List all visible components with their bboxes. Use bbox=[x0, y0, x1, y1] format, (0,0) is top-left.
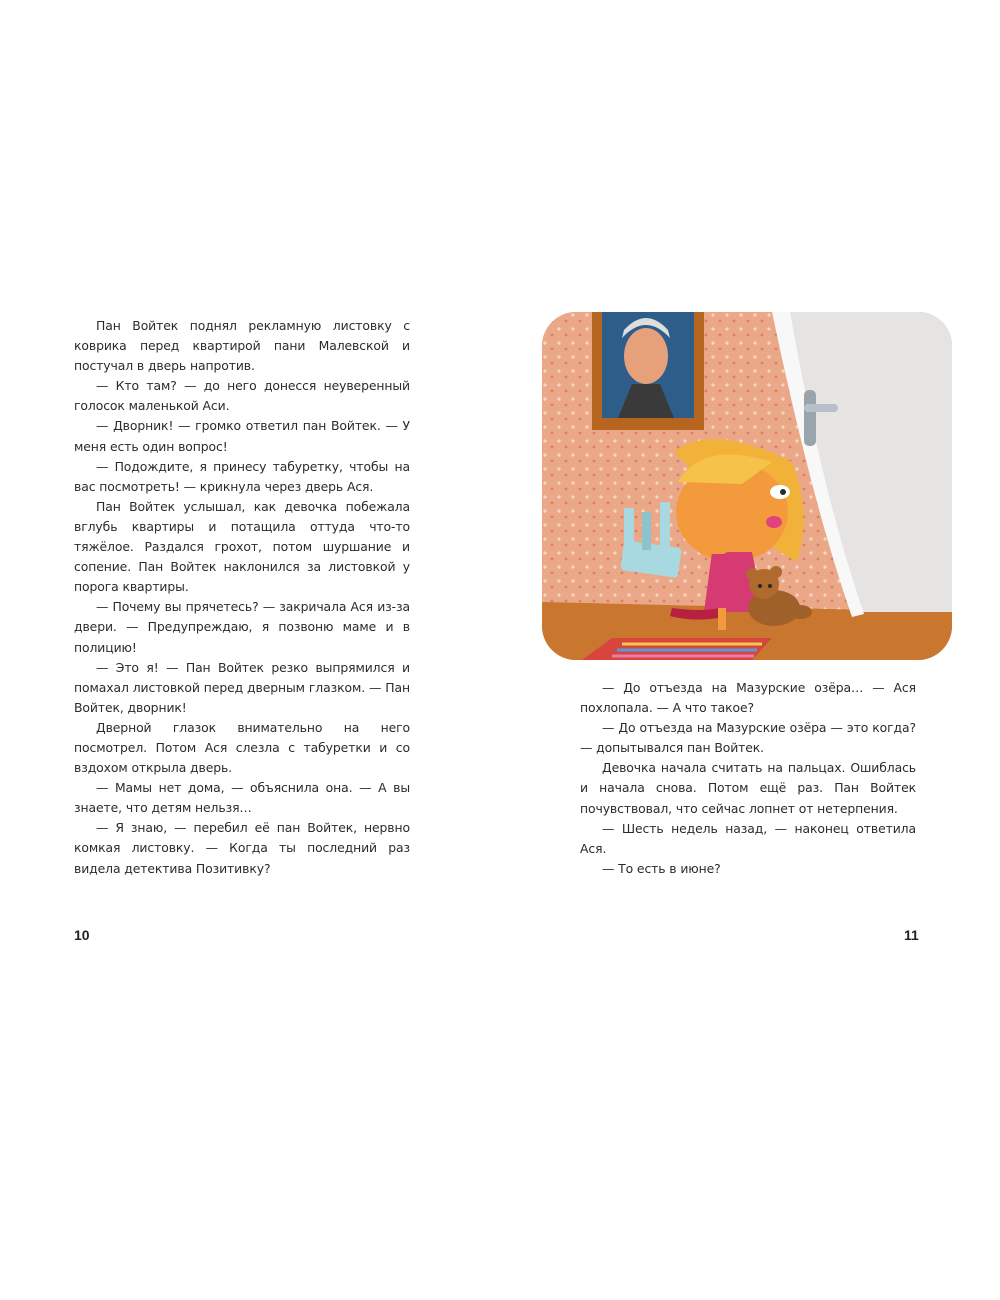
paragraph: — Подождите, я принесу табуретку, чтобы на вас посмотреть! — крикнула через дверь Ася. bbox=[74, 458, 410, 494]
paragraph: — Я знаю, — перебил её пан Войтек, нервно комкая листовку. — Когда ты последний раз видела детектива Позитивку? bbox=[74, 820, 410, 876]
page-number: 11 bbox=[904, 927, 919, 943]
illustration bbox=[542, 312, 952, 660]
paragraph: — Шесть недель назад, — наконец ответила Ася. bbox=[580, 820, 916, 856]
right-page-text bbox=[580, 678, 916, 879]
page-number: 10 bbox=[74, 927, 90, 943]
portrait bbox=[592, 312, 704, 430]
paragraph: Пан Войтек услышал, как девочка побежала вглубь квартиры и потащила оттуда что-то тяжёлое. Раздался грохот, потом шуршание и сопение. Пан Войтек наклонился за листовкой у порога квартиры. bbox=[74, 498, 410, 595]
left-page-text bbox=[74, 316, 410, 879]
paragraph: — Дворник! — громко ответил пан Войтек. — У меня есть один вопрос! bbox=[74, 418, 410, 454]
paragraph: — То есть в июне? bbox=[602, 860, 721, 876]
paragraph: — Кто там? — до него донесся неуверенный голосок маленькой Аси. bbox=[74, 378, 410, 414]
paragraph: — До отъезда на Мазурские озёра… — Ася похлопала. — А что такое? bbox=[580, 680, 916, 716]
rug bbox=[582, 638, 772, 660]
paragraph: Девочка начала считать на пальцах. Ошиблась и начала снова. Потом ещё раз. Пан Войтек почувствовал, что сейчас лопнет от нетерпения. bbox=[580, 760, 916, 816]
illustration-picture bbox=[542, 312, 952, 660]
paragraph: — Это я! — Пан Войтек резко выпрямился и помахал листовкой перед дверным глазком. — Пан Войтек, дворник! bbox=[74, 659, 410, 715]
paragraph: Дверной глазок внимательно на него посмотрел. Потом Ася слезла с табуретки и со вздохом открыла дверь. bbox=[74, 719, 410, 776]
paragraph: — Почему вы прячетесь? — закричала Ася из-за двери. — Предупреждаю, я позвоню маме и в полицию! bbox=[74, 599, 410, 655]
paragraph: Пан Войтек поднял рекламную листовку с коврика перед квартирой пани Малевской и постучал в дверь напротив. bbox=[74, 318, 410, 374]
paragraph: — Мамы нет дома, — объяснила она. — А вы знаете, что детям нельзя… bbox=[74, 780, 410, 816]
right-page bbox=[500, 0, 1000, 1300]
paragraph: — До отъезда на Мазурские озёра — это когда? — допытывался пан Войтек. bbox=[580, 720, 916, 756]
